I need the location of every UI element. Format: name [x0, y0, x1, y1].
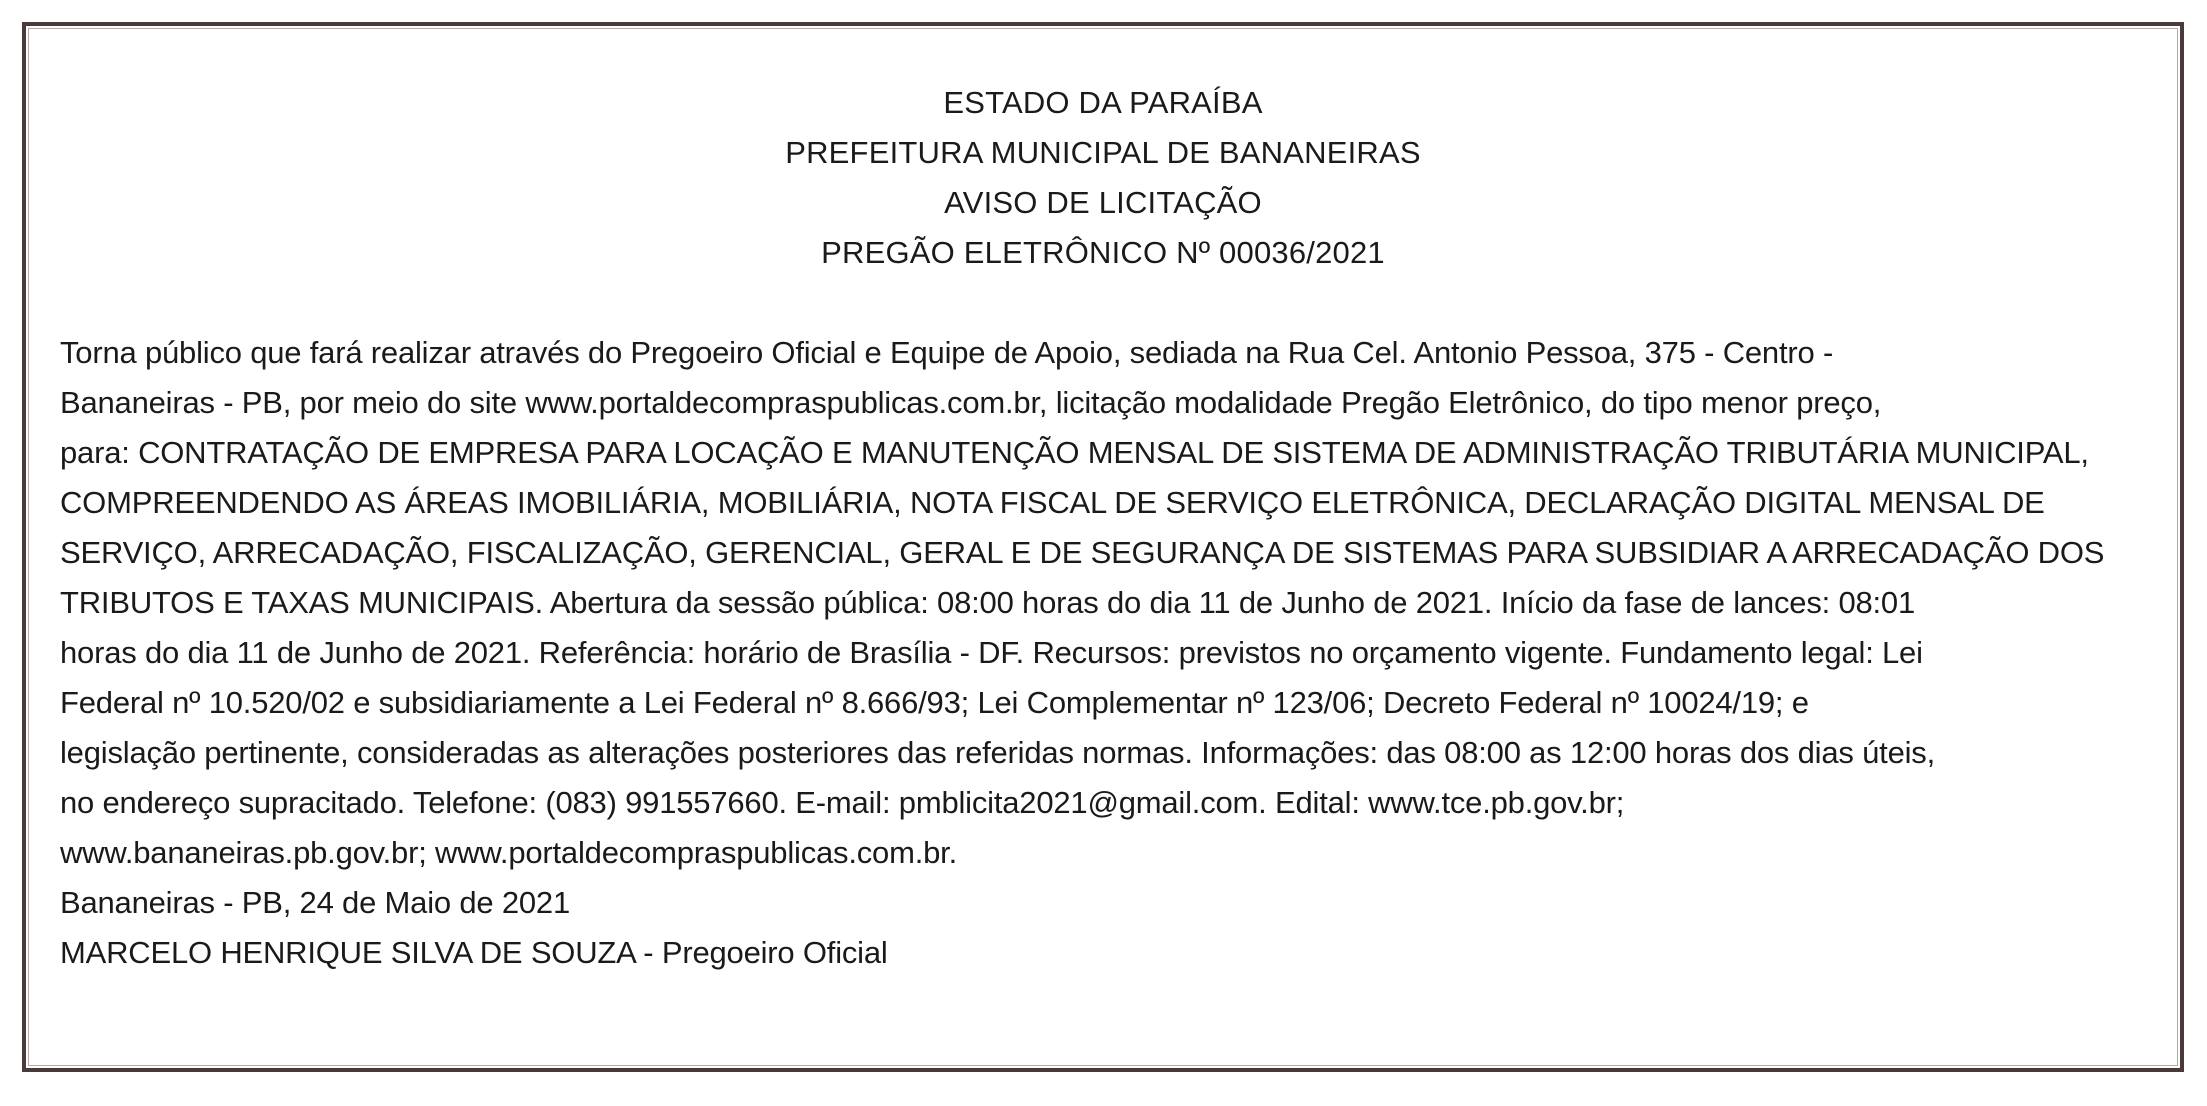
body-line: Bananeiras - PB, por meio do site www.portaldecompraspublicas.com.br, licitação modalidade Pregão Eletrônico, do tipo menor preço,	[60, 385, 1882, 420]
notice-body	[60, 328, 2180, 978]
body-line: Torna público que fará realizar através do Pregoeiro Oficial e Equipe de Apoio, sediada na Rua Cel. Antonio Pessoa, 375 - Centro -	[60, 335, 1834, 370]
body-line: legislação pertinente, consideradas as alterações posteriores das referidas normas. Informações: das 08:00 as 12:00 horas dos dias úteis,	[60, 735, 1936, 770]
body-line: www.bananeiras.pb.gov.br; www.portaldecompraspublicas.com.br.	[60, 835, 958, 870]
body-line: Federal nº 10.520/02 e subsidiariamente a Lei Federal nº 8.666/93; Lei Complementar nº 123/06; Decreto Federal nº 10024/19; e	[60, 685, 1809, 720]
signature: MARCELO HENRIQUE SILVA DE SOUZA - Pregoeiro Oficial	[60, 935, 888, 970]
body-line: SERVIÇO, ARRECADAÇÃO, FISCALIZAÇÃO, GERENCIAL, GERAL E DE SEGURANÇA DE SISTEMAS PARA SUBSIDIAR A ARRECADAÇÃO DOS	[60, 535, 2105, 570]
state-title: ESTADO DA PARAÍBA	[943, 85, 1263, 120]
notice-title: AVISO DE LICITAÇÃO	[944, 185, 1262, 220]
body-line: para: CONTRATAÇÃO DE EMPRESA PARA LOCAÇÃO E MANUTENÇÃO MENSAL DE SISTEMA DE ADMINISTRAÇÃO TRIBUTÁRIA MUNICIPAL,	[60, 435, 2089, 470]
notice-header	[26, 78, 2180, 278]
place-date: Bananeiras - PB, 24 de Maio de 2021	[60, 885, 571, 920]
body-line: horas do dia 11 de Junho de 2021. Referência: horário de Brasília - DF. Recursos: previstos no orçamento vigente. Fundamento legal: Lei	[60, 635, 1923, 670]
notice-frame	[22, 22, 2184, 1072]
municipality-title: PREFEITURA MUNICIPAL DE BANANEIRAS	[785, 135, 1421, 170]
process-title: PREGÃO ELETRÔNICO Nº 00036/2021	[821, 235, 1385, 270]
body-line: TRIBUTOS E TAXAS MUNICIPAIS. Abertura da sessão pública: 08:00 horas do dia 11 de Junho de 2021. Início da fase de lances: 08:01	[60, 585, 1916, 620]
body-line: COMPREENDENDO AS ÁREAS IMOBILIÁRIA, MOBILIÁRIA, NOTA FISCAL DE SERVIÇO ELETRÔNICA, DECLARAÇÃO DIGITAL MENSAL DE	[60, 485, 2045, 520]
body-line: no endereço supracitado. Telefone: (083) 991557660. E-mail: pmblicita2021@gmail.com. Edital: www.tce.pb.gov.br;	[60, 785, 1625, 820]
